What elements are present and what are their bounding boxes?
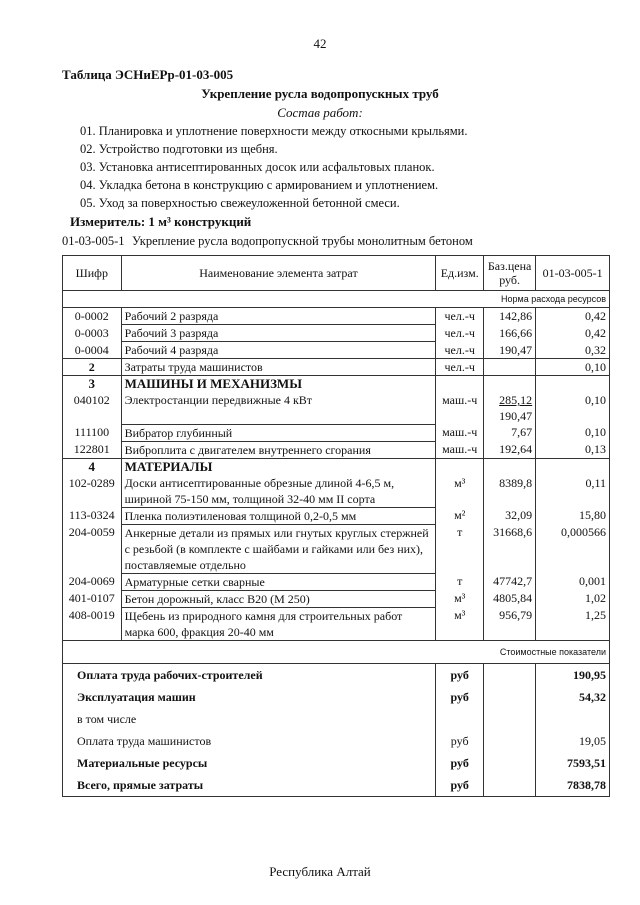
table-row	[63, 308, 610, 325]
table-row	[63, 475, 610, 508]
total-unit: руб	[436, 730, 484, 752]
work-item-1: 01. Планировка и уплотнение поверхности между откосными крыльями.	[80, 124, 468, 138]
cell-empty	[436, 458, 484, 475]
cell-name: Щебень из природного камня для строительных работ марка 600, фракция 20-40 мм	[121, 607, 436, 640]
cell-empty	[484, 458, 536, 475]
cell-empty	[484, 708, 536, 730]
cost-label-row	[63, 640, 610, 663]
table-row	[63, 573, 610, 590]
section-row	[63, 376, 610, 393]
cell-name: Анкерные детали из прямых или гнутых круглых стержней с резьбой (в комплекте с шайбами и гайками или без них), поставляемые отдельно	[121, 524, 436, 573]
cell-price: 47742,7	[484, 573, 536, 590]
cell-price: 4805,84	[484, 590, 536, 607]
cell-norm: 0,10	[536, 359, 610, 376]
table-row	[63, 325, 610, 342]
works-heading: Состав работ:	[277, 105, 363, 120]
total-row	[63, 752, 610, 774]
cell-price: 8389,8	[484, 475, 536, 508]
work-item-2: 02. Устройство подготовки из щебня.	[80, 142, 278, 156]
section-title: МАШИНЫ И МЕХАНИЗМЫ	[121, 376, 436, 393]
cell-norm: 0,13	[536, 441, 610, 458]
total-row	[63, 774, 610, 797]
cell-norm: 0,001	[536, 573, 610, 590]
cell-norm: 0,10	[536, 392, 610, 424]
price-value: 285,12	[499, 393, 533, 407]
cost-label: Стоимостные показатели	[63, 640, 610, 663]
table-row	[63, 524, 610, 573]
row-title-code: 01-03-005-1	[62, 234, 125, 248]
cell-code: 113-0324	[63, 507, 122, 524]
total-row	[63, 708, 610, 730]
section-number: 4	[63, 458, 122, 475]
cell-price: 956,79	[484, 607, 536, 640]
cell-norm: 0,10	[536, 424, 610, 441]
cell-name: Вибратор глубинный	[121, 424, 436, 441]
cell-code: 204-0059	[63, 524, 122, 573]
cell-price: 32,09	[484, 507, 536, 524]
cell-code: 408-0019	[63, 607, 122, 640]
cell-price: 31668,6	[484, 524, 536, 573]
row-title	[62, 234, 473, 249]
header-code: Шифр	[63, 256, 122, 291]
cell-code: 040102	[63, 392, 122, 424]
total-row	[63, 686, 610, 708]
price-value-2: 190,47	[499, 409, 533, 423]
table-row	[63, 507, 610, 524]
total-row	[63, 663, 610, 686]
cell-empty	[484, 752, 536, 774]
header-norm: 01-03-005-1	[536, 256, 610, 291]
cell-code: 122801	[63, 441, 122, 458]
cell-norm: 0,11	[536, 475, 610, 508]
cell-price: 7,67	[484, 424, 536, 441]
cell-code: 111100	[63, 424, 122, 441]
total-unit: руб	[436, 686, 484, 708]
cell-empty	[484, 376, 536, 393]
cell-name: Рабочий 2 разряда	[121, 308, 436, 325]
cell-unit: чел.-ч	[436, 325, 484, 342]
table-row	[63, 607, 610, 640]
table-row	[63, 359, 610, 376]
total-value: 19,05	[536, 730, 610, 752]
table-name: Таблица ЭСНиЕРр-01-03-005	[62, 67, 234, 82]
total-value: 7838,78	[536, 774, 610, 797]
cell-unit: т	[436, 524, 484, 573]
cell-code: 0-0004	[63, 342, 122, 359]
cell-unit: м³	[436, 475, 484, 508]
total-unit: руб	[436, 752, 484, 774]
cell-empty	[484, 663, 536, 686]
cell-code: 204-0069	[63, 573, 122, 590]
cell-name: Бетон дорожный, класс В20 (М 250)	[121, 590, 436, 607]
cell-empty	[536, 376, 610, 393]
cell-name: Пленка полиэтиленовая толщиной 0,2-0,5 мм	[121, 507, 436, 524]
table-header-row	[63, 256, 610, 291]
cell-price: 190,47	[484, 342, 536, 359]
total-name: Оплата труда рабочих-строителей	[63, 663, 436, 686]
cell-empty	[484, 686, 536, 708]
table-row	[63, 424, 610, 441]
cell-unit: т	[436, 573, 484, 590]
total-name: в том числе	[63, 708, 436, 730]
cell-name: Доски антисептированные обрезные длиной 4-6,5 м, шириной 75-150 мм, толщиной 32-40 мм II сорта	[121, 475, 436, 508]
total-value	[536, 708, 610, 730]
section-number: 3	[63, 376, 122, 393]
total-unit	[436, 708, 484, 730]
total-name: Материальные ресурсы	[63, 752, 436, 774]
cell-unit: чел.-ч	[436, 308, 484, 325]
cell-name: Рабочий 4 разряда	[121, 342, 436, 359]
header-price: Баз.цена руб.	[484, 256, 536, 291]
cell-code: 2	[63, 359, 122, 376]
cell-name: Виброплита с двигателем внутреннего сгорания	[121, 441, 436, 458]
cell-name: Рабочий 3 разряда	[121, 325, 436, 342]
cell-price	[484, 392, 536, 424]
work-item-4: 04. Укладка бетона в конструкцию с армированием и уплотнением.	[80, 178, 439, 192]
cell-norm: 15,80	[536, 507, 610, 524]
cell-code: 0-0003	[63, 325, 122, 342]
row-title-text: Укрепление русла водопропускной трубы монолитным бетоном	[132, 234, 473, 248]
total-value: 7593,51	[536, 752, 610, 774]
cell-norm: 0,000566	[536, 524, 610, 573]
page-footer: Республика Алтай	[269, 864, 371, 879]
cell-unit: маш.-ч	[436, 424, 484, 441]
cell-price: 142,86	[484, 308, 536, 325]
total-name: Всего, прямые затраты	[63, 774, 436, 797]
cell-empty	[536, 458, 610, 475]
work-item-3: 03. Установка антисептированных досок или асфальтовых планок.	[80, 160, 435, 174]
total-unit: руб	[436, 774, 484, 797]
section-title: МАТЕРИАЛЫ	[121, 458, 436, 475]
section-row	[63, 458, 610, 475]
table-row	[63, 590, 610, 607]
cell-unit: м²	[436, 507, 484, 524]
resource-table	[62, 255, 610, 797]
table-row	[63, 392, 610, 424]
cell-unit: чел.-ч	[436, 342, 484, 359]
cell-code: 401-0107	[63, 590, 122, 607]
table-row	[63, 342, 610, 359]
work-item-5: 05. Уход за поверхностью свежеуложенной бетонной смеси.	[80, 196, 400, 210]
cell-empty	[484, 774, 536, 797]
cell-unit: чел.-ч	[436, 359, 484, 376]
total-value: 54,32	[536, 686, 610, 708]
cell-price	[484, 359, 536, 376]
cell-norm: 0,42	[536, 308, 610, 325]
total-row	[63, 730, 610, 752]
cell-norm: 1,02	[536, 590, 610, 607]
cell-unit: м³	[436, 607, 484, 640]
norm-label-row	[63, 291, 610, 308]
total-name: Эксплуатация машин	[63, 686, 436, 708]
cell-price: 192,64	[484, 441, 536, 458]
cell-name: Электростанции передвижные 4 кВт	[121, 392, 436, 424]
cell-name: Арматурные сетки сварные	[121, 573, 436, 590]
header-name: Наименование элемента затрат	[121, 256, 436, 291]
table-row	[63, 441, 610, 458]
cell-unit: м³	[436, 590, 484, 607]
cell-norm: 0,32	[536, 342, 610, 359]
norm-label: Норма расхода ресурсов	[63, 291, 610, 308]
table-title: Укрепление русла водопропускных труб	[201, 86, 439, 101]
cell-norm: 1,25	[536, 607, 610, 640]
cell-code: 0-0002	[63, 308, 122, 325]
cell-norm: 0,42	[536, 325, 610, 342]
cell-unit: маш.-ч	[436, 392, 484, 424]
measure-unit: Измеритель: 1 м³ конструкций	[70, 214, 252, 229]
cell-price: 166,66	[484, 325, 536, 342]
page-number: 42	[313, 36, 327, 51]
cell-name: Затраты труда машинистов	[121, 359, 436, 376]
cell-empty	[484, 730, 536, 752]
cell-code: 102-0289	[63, 475, 122, 508]
header-unit: Ед.изм.	[436, 256, 484, 291]
total-unit: руб	[436, 663, 484, 686]
cell-unit: маш.-ч	[436, 441, 484, 458]
total-name: Оплата труда машинистов	[63, 730, 436, 752]
total-value: 190,95	[536, 663, 610, 686]
cell-empty	[436, 376, 484, 393]
